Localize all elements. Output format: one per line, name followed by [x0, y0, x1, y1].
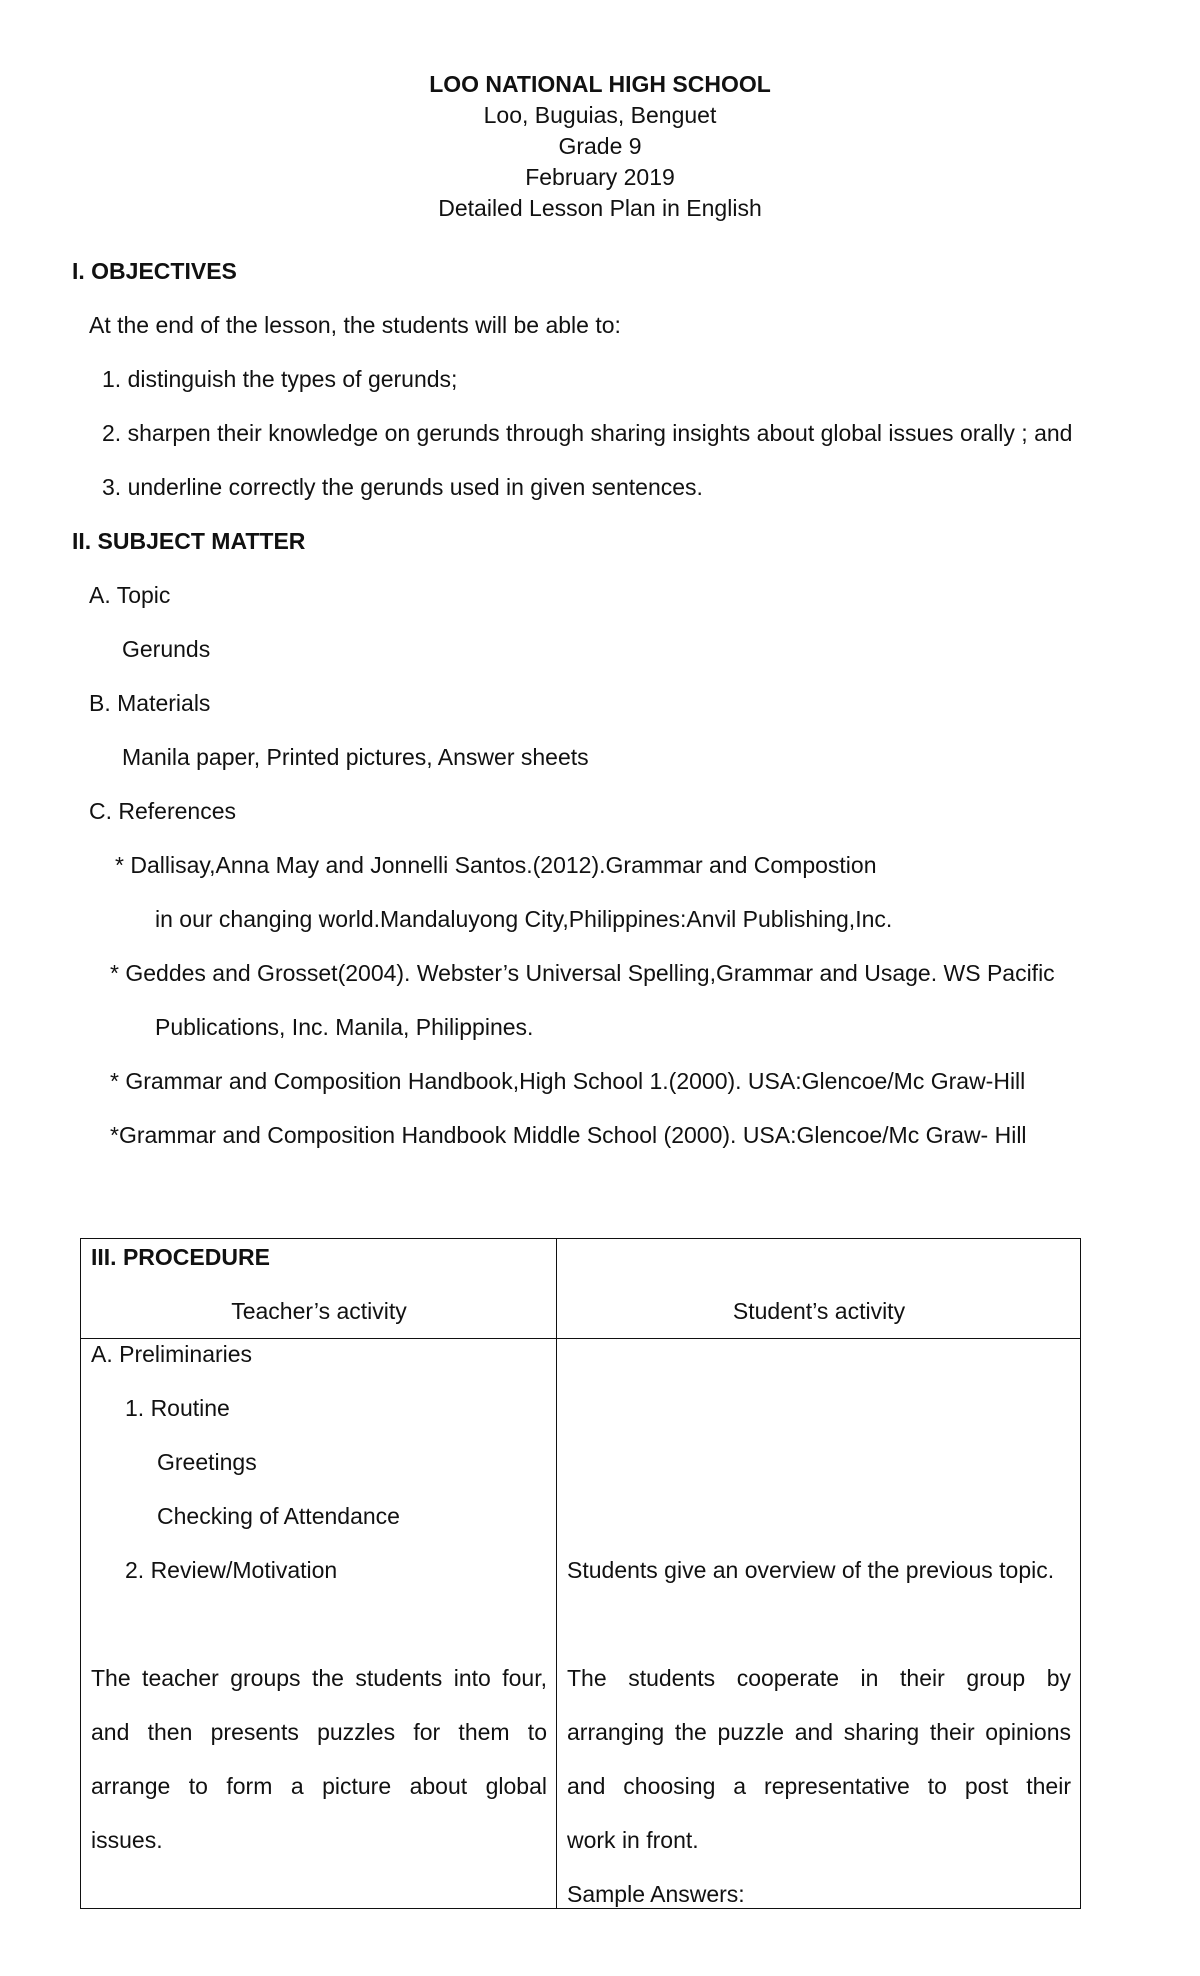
sample-answers-label: Sample Answers:: [567, 1881, 745, 1907]
topic-label: A. Topic: [89, 582, 171, 608]
subject-matter-heading: II. SUBJECT MATTER: [72, 528, 306, 554]
procedure-heading: III. PROCEDURE: [91, 1244, 270, 1270]
greetings-label: Greetings: [157, 1449, 257, 1475]
procedure-body-row: [81, 1339, 1081, 1909]
routine-label: 1. Routine: [125, 1395, 230, 1421]
objectives-heading: I. OBJECTIVES: [72, 258, 237, 284]
student-activity-header: Student’s activity: [732, 1298, 906, 1324]
teacher-paragraph-line: The teacher groups the students into four,: [91, 1665, 547, 1691]
materials-label: B. Materials: [89, 690, 211, 716]
objective-item-3: 3. underline correctly the gerunds used in given sentences.: [102, 474, 703, 500]
student-header-cell: [557, 1239, 1081, 1339]
teacher-paragraph-line: issues.: [91, 1827, 163, 1853]
procedure-table: [80, 1238, 1081, 1909]
procedure-header-row: [81, 1239, 1081, 1339]
teacher-header-cell: [81, 1239, 557, 1339]
student-paragraph-line: The students cooperate in their group by: [567, 1665, 1071, 1691]
reference-line: *Grammar and Composition Handbook Middle School (2000). USA:Glencoe/Mc Graw- Hill: [110, 1122, 1027, 1148]
student-activity-cell: [557, 1339, 1081, 1909]
topic-value: Gerunds: [122, 636, 211, 662]
reference-line: in our changing world.Mandaluyong City,Philippines:Anvil Publishing,Inc.: [155, 906, 893, 932]
reference-line: * Dallisay,Anna May and Jonnelli Santos.(2012).Grammar and Compostion: [115, 852, 877, 878]
teacher-paragraph-line: and then presents puzzles for them to: [91, 1719, 547, 1745]
reference-line: * Geddes and Grosset(2004). Webster’s Universal Spelling,Grammar and Usage. WS Pacific: [110, 960, 1055, 986]
plan-date: February 2019: [525, 164, 675, 190]
review-label: 2. Review/Motivation: [125, 1557, 338, 1583]
student-overview: Students give an overview of the previous topic.: [567, 1557, 1055, 1583]
school-name: LOO NATIONAL HIGH SCHOOL: [429, 71, 771, 97]
teacher-paragraph-line: arrange to form a picture about global: [91, 1773, 547, 1799]
references-label: C. References: [89, 798, 237, 824]
teacher-activity-header: Teacher’s activity: [231, 1298, 407, 1324]
grade-level: Grade 9: [558, 133, 642, 159]
objective-item-1: 1. distinguish the types of gerunds;: [102, 366, 458, 392]
student-paragraph-line: and choosing a representative to post their: [567, 1773, 1071, 1799]
objectives-intro: At the end of the lesson, the students will be able to:: [89, 312, 621, 338]
teacher-activity-cell: [81, 1339, 557, 1909]
reference-line: Publications, Inc. Manila, Philippines.: [155, 1014, 534, 1040]
objective-item-2: 2. sharpen their knowledge on gerunds through sharing insights about global issues orally ; and: [102, 420, 1073, 446]
student-paragraph-line: work in front.: [567, 1827, 699, 1853]
preliminaries-label: A. Preliminaries: [91, 1341, 253, 1367]
plan-title: Detailed Lesson Plan in English: [438, 195, 762, 221]
student-paragraph-line: arranging the puzzle and sharing their opinions: [567, 1719, 1071, 1745]
school-address: Loo, Buguias, Benguet: [483, 102, 717, 128]
reference-line: * Grammar and Composition Handbook,High School 1.(2000). USA:Glencoe/Mc Graw-Hill: [110, 1068, 1026, 1094]
materials-value: Manila paper, Printed pictures, Answer sheets: [122, 744, 589, 770]
attendance-label: Checking of Attendance: [157, 1503, 400, 1529]
